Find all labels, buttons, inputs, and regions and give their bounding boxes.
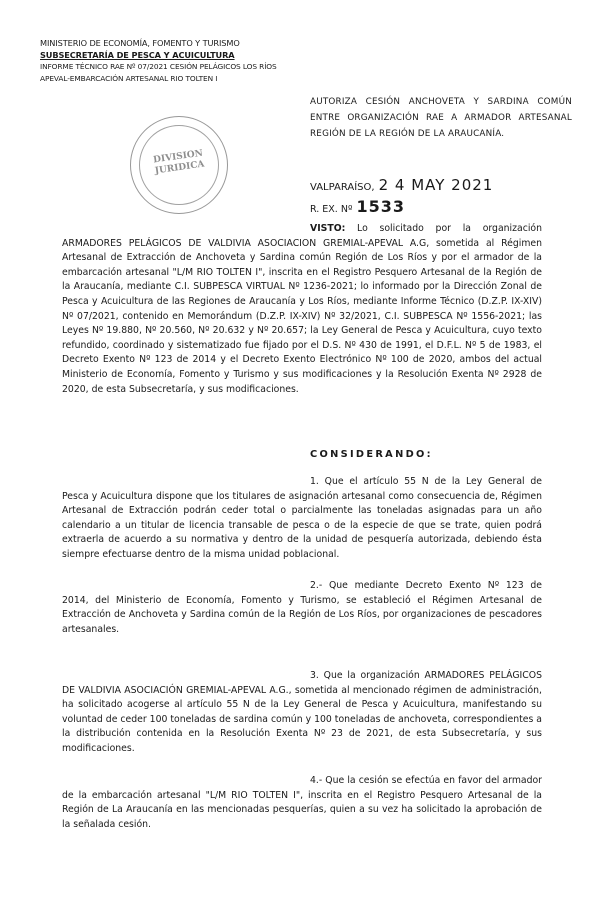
ministry-name: MINISTERIO DE ECONOMÍA, FOMENTO Y TURISMO [40,38,240,48]
considerando-4 [62,774,542,832]
date-city: VALPARAÍSO, [310,182,375,193]
date-value: 2 4 MAY 2021 [378,176,494,194]
reference-line-2: APEVAL-EMBARCACIÓN ARTESANAL RIO TOLTEN I [40,73,218,83]
reference-line-1: INFORME TÉCNICO RAE Nº 07/2021 CESIÓN PELÁGICOS LOS RÍOS [40,62,277,71]
considerando-text: 2.- Que mediante Decreto Exento Nº 123 de 2014, del Ministerio de Economía, Fomento y Turismo, se estableció el Régimen Artesanal de Extracción de Anchoveta y Sardina común de la Región de Los Ríos, por organizaciones de pescadores artesanales. [62,580,542,635]
considerando-2 [62,579,542,637]
visto-label: VISTO: [310,223,346,234]
document-header [40,38,277,84]
considerando-1 [62,475,542,563]
resolution-title: AUTORIZA CESIÓN ANCHOVETA Y SARDINA COMÚN ENTRE ORGANIZACIÓN RAE A ARMADOR ARTESANAL REGIÓN DE LA REGIÓN DE LA ARAUCANÍA. [310,97,572,139]
stamp-text: DIVISION JURIDICA [152,148,206,177]
visto-text: Lo solicitado por la organización ARMADORES PELÁGICOS DE VALDIVIA ASOCIACION GREMIAL-APEVAL A.G, sometida al Régimen Artesanal de Extracción de Anchoveta y Sardina común Región de Los Ríos y por el armador de la embarcación artesanal "L/M RIO TOLTEN I", inscrita en el Registro Pesquero Artesanal de la Región de la Araucanía, mediante C.I. SUBPESCA VIRTUAL Nº 1236-2021; lo informado por la Dirección Zonal de Pesca y Acuicultura de las Regiones de Araucanía y Los Ríos, mediante Informe Técnico (D.Z.P. IX-XIV) Nº 07/2021, contenido en Memorándum (D.Z.P. IX-XIV) Nº 32/2021, C.I. SUBPESCA Nº 1556-2021; las Leyes Nº 19.880, Nº 20.560, Nº 20.632 y Nº 20.657; la Ley General de Pesca y Acuicultura, cuyo texto refundido, coordinado y sistematizado fue fijado por el D.S. Nº 430 de 1991, el D.F.L. Nº 5 de 1983, el Decreto Exento Nº 123 de 2014 y el Decreto Exento Electrónico Nº 100 de 2020, ambos del actual Ministerio de Economía, Fomento y Turismo y sus modificaciones y la Resolución Exenta Nº 2928 de 2020, de esta Subsecretaría, y sus modificaciones. [62,223,542,395]
considerando-text: 3. Que la organización ARMADORES PELÁGICOS DE VALDIVIA ASOCIACIÓN GREMIAL-APEVAL A.G., sometida al mencionado régimen de administración, ha solicitado acogerse al artículo 55 N de la Ley General de Pesca y Acuicultura, manifestando su voluntad de ceder 100 toneladas de sardina común y 100 toneladas de anchoveta, correspondientes a la distribución contenida en la Resolución Exenta Nº 23 de 2021, de esta Subsecretaría, y sus modificaciones. [62,670,542,754]
subsecretaria-name: SUBSECRETARÍA DE PESCA Y ACUICULTURA [40,49,235,60]
visto-paragraph [62,222,542,397]
considerando-heading: CONSIDERANDO: [310,449,433,460]
division-juridica-stamp [130,116,228,214]
resolution-number [310,197,405,216]
considerando-text: 1. Que el artículo 55 N de la Ley General de Pesca y Acuicultura dispone que los titulares de asignación artesanal como consecuencia de, Régimen Artesanal de Extracción podrán ceder total o parcialmente las toneladas asignadas para un año calendario a un titular de licencia transable de pesca o de la especie de que se trate, quien podrá extraerla de acuerdo a su normativa y dentro de la unidad de pesquería autorizada, debiendo ésta siempre efectuarse dentro de la misma unidad poblacional. [62,476,542,560]
considerando-text: 4.- Que la cesión se efectúa en favor del armador de la embarcación artesanal "L/M RIO TOLTEN I", inscrita en el Registro Pesquero Artesanal de la Región de La Araucanía en las mencionadas pesquerías, quien a su vez ha solicitado la aprobación de la señalada cesión. [62,775,542,830]
rex-number: 1533 [356,197,405,216]
date-line [310,176,493,194]
considerando-3 [62,669,542,757]
rex-label: R. EX. Nº [310,204,353,215]
